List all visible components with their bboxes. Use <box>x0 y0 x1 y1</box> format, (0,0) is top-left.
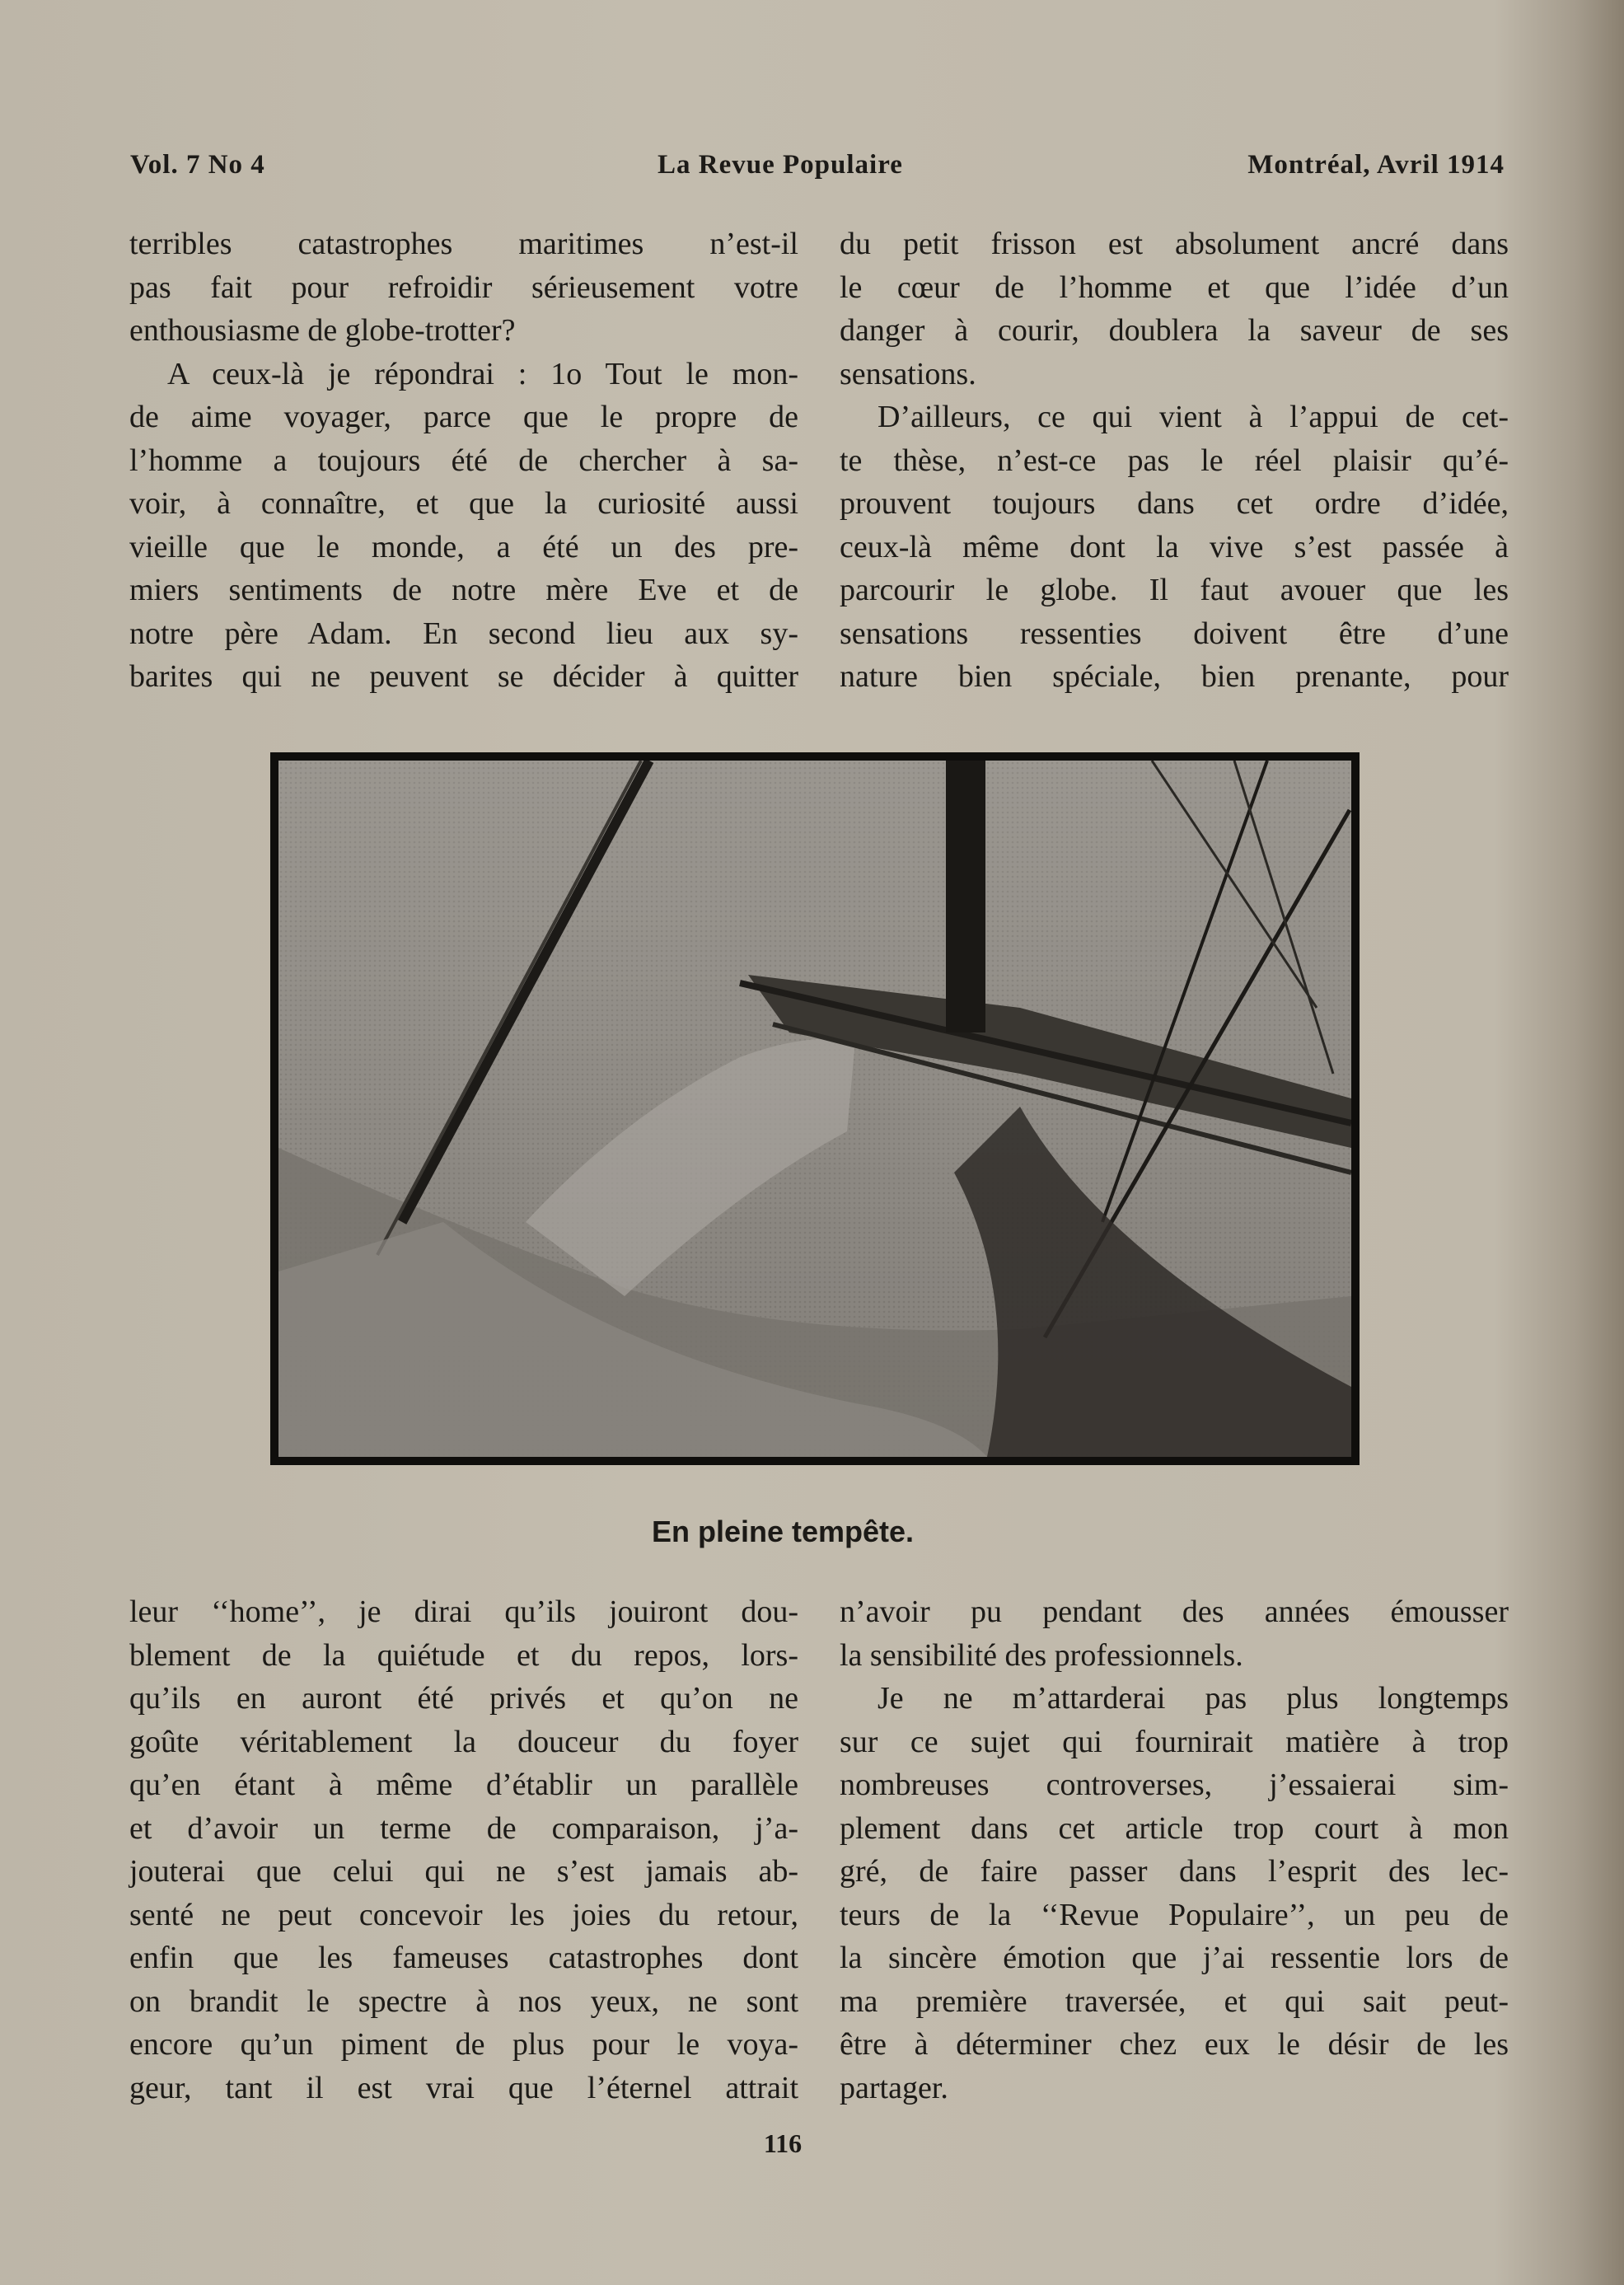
text-line: blement de la quiétude et du repos, lors- <box>129 1637 798 1673</box>
text-line: miers sentiments de notre mère Eve et de <box>129 573 798 607</box>
text-line: du petit frisson est absolument ancré dans <box>840 227 1509 261</box>
text-line: notre père Adam. En second lieu aux sy- <box>129 616 798 651</box>
storm-photo-illustration <box>278 761 1351 1457</box>
magazine-title: La Revue Populaire <box>658 150 903 180</box>
text-line: Je ne m’attarderai pas plus longtemps <box>878 1681 1509 1716</box>
text-line: nombreuses controverses, j’essaierai sim- <box>840 1768 1509 1802</box>
text-line: gré, de faire passer dans l’esprit des lec- <box>840 1854 1509 1889</box>
text-line: enthousiasme de globe-trotter? <box>129 313 516 348</box>
column-top-right <box>840 222 1509 699</box>
text-line: terribles catastrophes maritimes n’est-il <box>129 227 798 261</box>
text-line: ceux-là même dont la vive s’est passée à <box>840 529 1509 564</box>
text-line: nature bien spéciale, bien prenante, pour <box>840 659 1509 694</box>
text-line: jouterai que celui qui ne s’est jamais ab- <box>129 1854 798 1889</box>
running-header <box>130 150 1505 191</box>
text-line: goûte véritablement la douceur du foyer <box>129 1724 798 1759</box>
text-line: geur, tant il est vrai que l’éternel attrait <box>129 2070 798 2105</box>
column-top-left <box>129 222 798 699</box>
place-date: Montréal, Avril 1914 <box>1247 150 1505 180</box>
text-line: ma première traversée, et qui sait peut- <box>840 1983 1509 2019</box>
text-line: on brandit le spectre à nos yeux, ne sont <box>129 1983 798 2019</box>
text-line: encore qu’un piment de plus pour le voya- <box>129 2027 798 2062</box>
page-number: 116 <box>763 2128 803 2158</box>
text-line: enfin que les fameuses catastrophes dont <box>129 1941 798 1975</box>
text-line: la sensibilité des professionnels. <box>840 1637 1243 1673</box>
text-line: partager. <box>840 2070 948 2105</box>
text-line: voir, à connaître, et que la curiosité aussi <box>129 486 798 521</box>
text-line: te thèse, n’est-ce pas le réel plaisir qu’é- <box>840 442 1509 478</box>
text-line: n’avoir pu pendant des années émousser <box>840 1594 1509 1629</box>
text-line: D’ailleurs, ce qui vient à l’appui de cet- <box>878 400 1509 434</box>
text-line: sur ce sujet qui fournirait matière à trop <box>840 1724 1509 1759</box>
text-line: parcourir le globe. Il faut avouer que les <box>840 573 1509 607</box>
text-line: de aime voyager, parce que le propre de <box>129 400 798 434</box>
text-line: être à déterminer chez eux le désir de les <box>840 2027 1509 2062</box>
text-line: le cœur de l’homme et que l’idée d’un <box>840 269 1509 305</box>
volume-issue: Vol. 7 No 4 <box>130 150 265 180</box>
text-line: pas fait pour refroidir sérieusement votre <box>129 269 798 305</box>
text-line: teurs de la ‘‘Revue Populaire’’, un peu de <box>840 1897 1509 1932</box>
text-line: senté ne peut concevoir les joies du retour, <box>129 1897 798 1932</box>
figure-caption: En pleine tempête. <box>651 1515 915 1548</box>
text-line: sensations. <box>840 356 976 391</box>
text-line: qu’ils en auront été privés et qu’on ne <box>129 1681 798 1716</box>
text-line: barites qui ne peuvent se décider à quitter <box>129 659 798 694</box>
text-line: vieille que le monde, a été un des pre- <box>129 529 798 564</box>
text-line: danger à courir, doublera la saveur de ses <box>840 313 1509 348</box>
text-line: qu’en étant à même d’établir un parallèle <box>129 1768 798 1802</box>
text-line: la sincère émotion que j’ai ressentie lors de <box>840 1941 1509 1975</box>
text-line: plement dans cet article trop court à mon <box>840 1810 1509 1846</box>
text-line: prouvent toujours dans cet ordre d’idée, <box>840 486 1509 521</box>
text-line: A ceux-là je répondrai : 1o Tout le mon- <box>167 356 798 391</box>
text-line: l’homme a toujours été de chercher à sa- <box>129 442 798 478</box>
photo-frame <box>270 752 1360 1465</box>
text-line: sensations ressenties doivent être d’une <box>840 616 1509 651</box>
column-bottom-left <box>129 1590 798 2109</box>
column-bottom-right <box>840 1590 1509 2109</box>
text-line: leur ‘‘home’’, je dirai qu’ils jouiront dou- <box>129 1594 798 1629</box>
text-line: et d’avoir un terme de comparaison, j’a- <box>129 1810 798 1846</box>
ship-deck-storm-photo <box>278 761 1351 1457</box>
